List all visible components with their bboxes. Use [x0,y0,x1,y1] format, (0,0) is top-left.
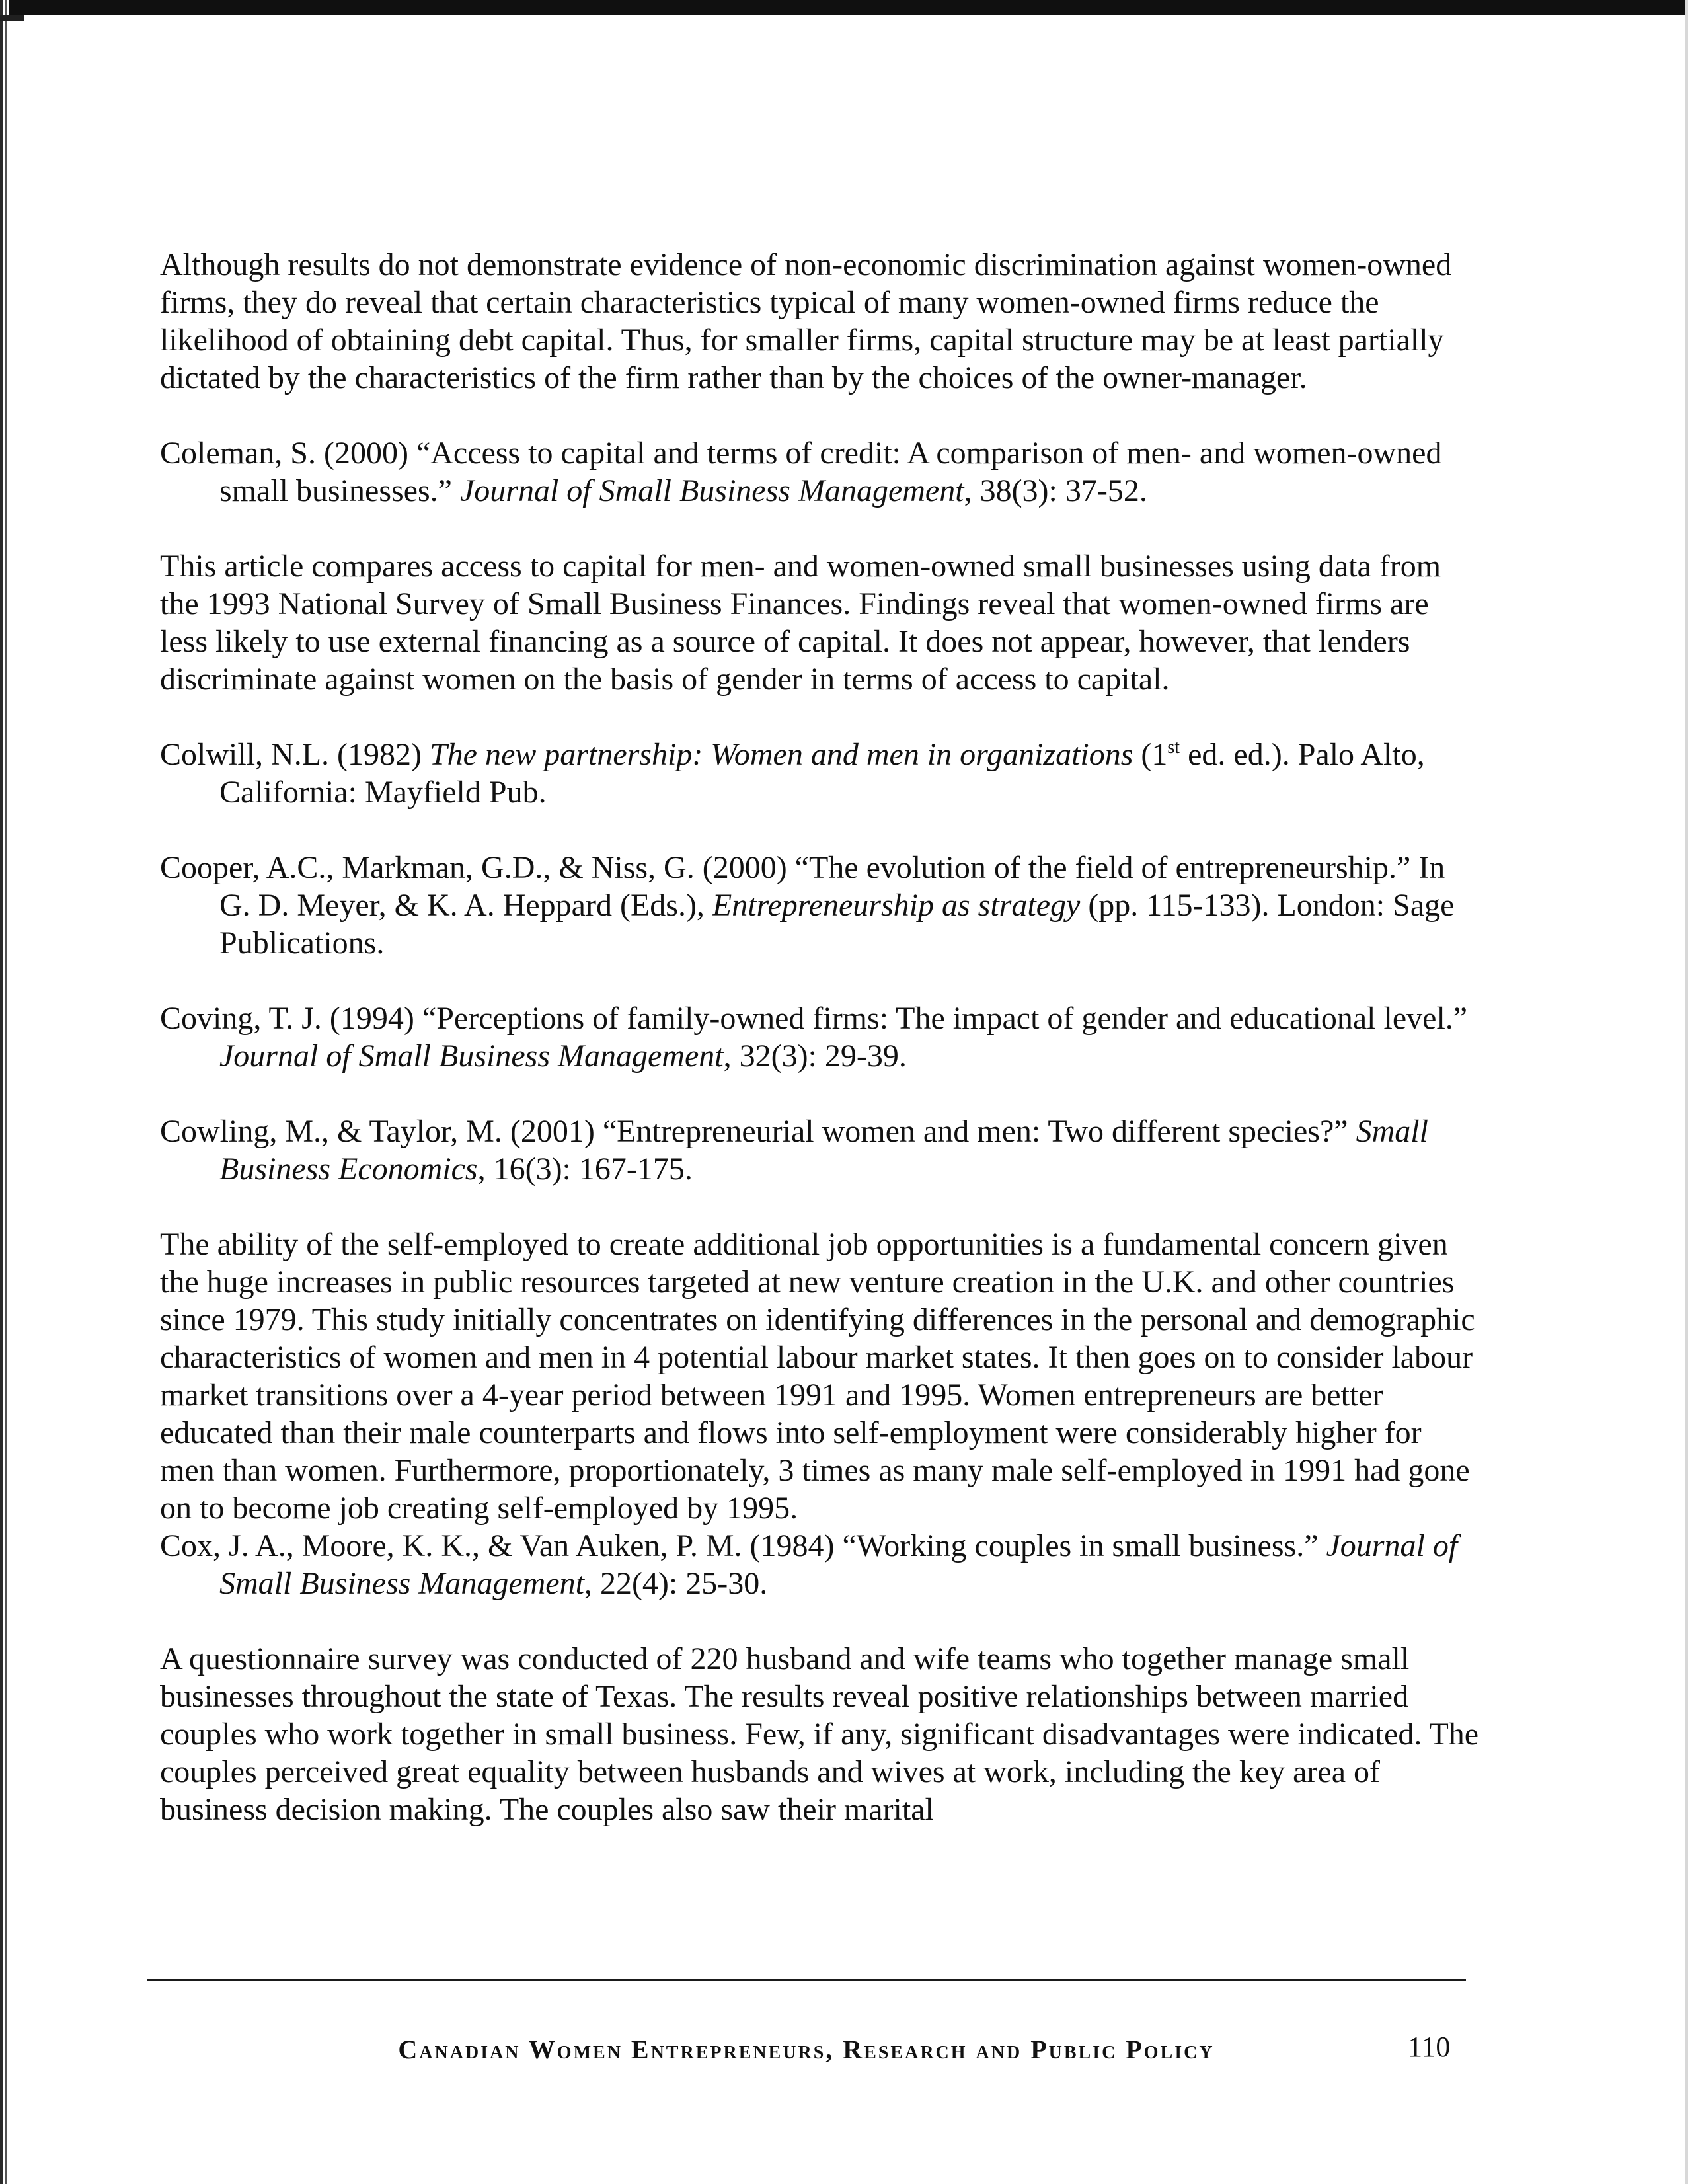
edition-prefix: (1 [1133,737,1168,772]
journal-title: Journal of Small Business Management [219,1038,724,1073]
book-title: Entrepreneurship as strategy [712,888,1081,923]
reference-text: Coving, T. J. (1994) “Perceptions of family-owned firms: The impact of gender and educational level.” [160,1001,1468,1036]
reference-text: Cox, J. A., Moore, K. K., & Van Auken, P. M. (1984) “Working couples in small business.” [160,1528,1326,1563]
reference-colwill [160,736,1482,811]
reference-cooper [160,849,1482,962]
reference-citation: , 32(3): 29-39. [723,1038,907,1073]
reference-coleman [160,434,1482,510]
scan-right-edge [1685,0,1688,2184]
book-title: The new partnership: Women and men in organizations [429,737,1133,772]
reference-coving [160,999,1482,1075]
journal-title: Journal of Small Business Management [219,1528,1458,1601]
journal-title: Journal of Small Business Management [459,473,964,508]
footer-divider [147,1979,1466,1981]
abstract-paragraph: Although results do not demonstrate evidence of non-economic discrimination against women-owned firms, they do reveal that certain characteristics typical of many women-owned firms reduce the likelihood of obtaining debt capital. Thus, for smaller firms, capital structure may be at least partially dictated by the characteristics of the firm rather than by the choices of the owner-manager. [160,247,1452,395]
abstract-paragraph: The ability of the self-employed to create additional job opportunities is a fundamental concern given the huge increases in public resources targeted at new venture creation in the U.K. and other countries since 1979. This study initially concentrates on identifying differences in the personal and demographic characteristics of women and men in 4 potential labour market states. It then goes on to consider labour market transitions over a 4-year period between 1991 and 1995. Women entrepreneurs are better educated than their male counterparts and flows into self-employment were considerably higher for men than women. Furthermore, proportionately, 3 times as many male self-employed in 1991 had gone on to become job creating self-employed by 1995. [160,1227,1475,1526]
reference-citation: , 22(4): 25-30. [584,1566,768,1601]
reference-text: Coleman, S. (2000) “Access to capital and terms of credit: A comparison of men- and women-owned small businesses.” [160,436,1442,508]
reference-text: Cooper, A.C., Markman, G.D., & Niss, G. (2000) “The evolution of the field of entrepreneurship.” In G. D. Meyer, & K. A. Heppard (Eds.), [160,850,1445,923]
page-body [160,246,1482,1866]
reference-cowling [160,1112,1482,1188]
footer-title: Canadian Women Entrepreneurs, Research and Public Policy [398,2035,1215,2064]
scan-top-edge [0,0,1688,15]
abstract-paragraph: This article compares access to capital for men- and women-owned small businesses using data from the 1993 National Survey of Small Business Finances. Findings reveal that women-owned firms are less likely to use external financing as a source of capital. It does not appear, however, that lenders discriminate against women on the basis of gender in terms of access to capital. [160,549,1441,697]
page-number: 110 [1408,2031,1451,2063]
reference-cox [160,1527,1482,1602]
reference-text: Cowling, M., & Taylor, M. (2001) “Entrepreneurial women and men: Two different species?” [160,1114,1356,1149]
journal-title: Small Business Economics [219,1114,1428,1187]
reference-citation: , 38(3): 37-52. [964,473,1147,508]
scan-left-edge [0,0,9,2184]
scan-binding-mark [0,15,24,21]
reference-citation: (pp. 115-133). London: Sage Publications. [219,888,1455,960]
reference-citation: ed. ed.). Palo Alto, California: Mayfield Pub. [219,737,1425,810]
abstract-paragraph: A questionnaire survey was conducted of 220 husband and wife teams who together manage small businesses throughout the state of Texas. The results reveal positive relationships between married couples who work together in small business. Few, if any, significant disadvantages were indicated. The couples perceived great equality between husbands and wives at work, including the key area of business decision making. The couples also saw their marital [160,1641,1479,1827]
reference-citation: , 16(3): 167-175. [477,1151,693,1187]
edition-superscript: st [1167,737,1180,758]
reference-text: Colwill, N.L. (1982) [160,737,430,772]
